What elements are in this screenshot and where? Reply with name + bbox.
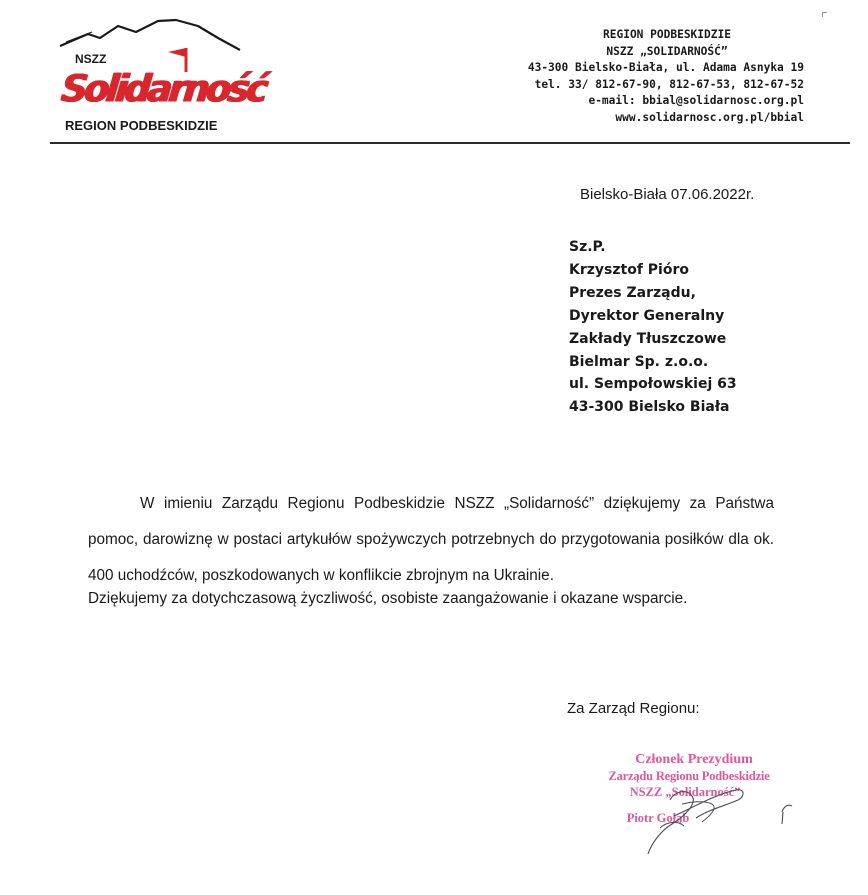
stamp-line: Piotr Gołąb	[626, 811, 690, 825]
header-divider	[50, 142, 850, 144]
handwritten-signature	[612, 770, 812, 870]
letter-date: Bielsko-Biała 07.06.2022r.	[580, 186, 755, 203]
logo-brand-text: Solidarność	[59, 68, 268, 112]
letterhead-address	[504, 27, 804, 127]
letterhead-line: REGION PODBESKIDZIE	[603, 28, 731, 41]
closing-line: Za Zarząd Regionu:	[567, 700, 700, 717]
stamp-line: Członek Prezydium	[635, 752, 753, 767]
letterhead-line: 43-300 Bielsko-Biała, ul. Adama Asnyka 19	[527, 61, 804, 75]
recipient-line: Sz.P.	[569, 239, 606, 255]
solidarnosc-logo	[58, 16, 268, 138]
stamp-line: NSZZ „Solidarność”	[629, 785, 741, 799]
recipient-line: Krzysztof Pióro	[569, 261, 689, 278]
logo-nszz-text: NSZZ	[75, 52, 107, 66]
recipient-block	[569, 236, 737, 419]
letterhead-line: NSZZ „SOLIDARNOŚĆ”	[606, 44, 728, 58]
body-paragraph: Dziękujemy za dotychczasową życzliwość, osobiste zaangażowanie i okazane wsparcie.	[88, 590, 688, 607]
recipient-line: Bielmar Sp. z.o.o.	[569, 353, 709, 370]
recipient-line: Prezes Zarządu,	[569, 284, 696, 301]
recipient-line: 43-300 Bielsko Biała	[569, 399, 730, 416]
mountain-outline-icon	[58, 16, 248, 76]
body-paragraph: W imieniu Zarządu Regionu Podbeskidzie NSZZ „Solidarność” dziękujemy za Państwa pomoc, darowiznę w postaci artykułów spożywczych potrzebnych do przygotowania posiłków dla ok. 400 uchodźców, poszkodowanych w konflikcie zbrojnym na Ukrainie.	[88, 495, 774, 584]
letterhead-line: tel. 33/ 812-67-90, 812-67-53, 812-67-52	[534, 77, 804, 91]
recipient-line: ul. Sempołowskiej 63	[569, 376, 737, 393]
letterhead-line: e-mail: bbial@solidarnosc.org.pl	[588, 94, 804, 108]
stamp-line: Zarządu Regionu Podbeskidzie	[608, 769, 770, 783]
scan-corner-mark	[822, 12, 827, 17]
recipient-line: Dyrektor Generalny	[569, 307, 725, 324]
logo-region-text: REGION PODBESKIDZIE	[65, 118, 218, 133]
recipient-line: Zakłady Tłuszczowe	[569, 330, 727, 347]
letterhead-line: www.solidarnosc.org.pl/bbial	[615, 110, 804, 124]
